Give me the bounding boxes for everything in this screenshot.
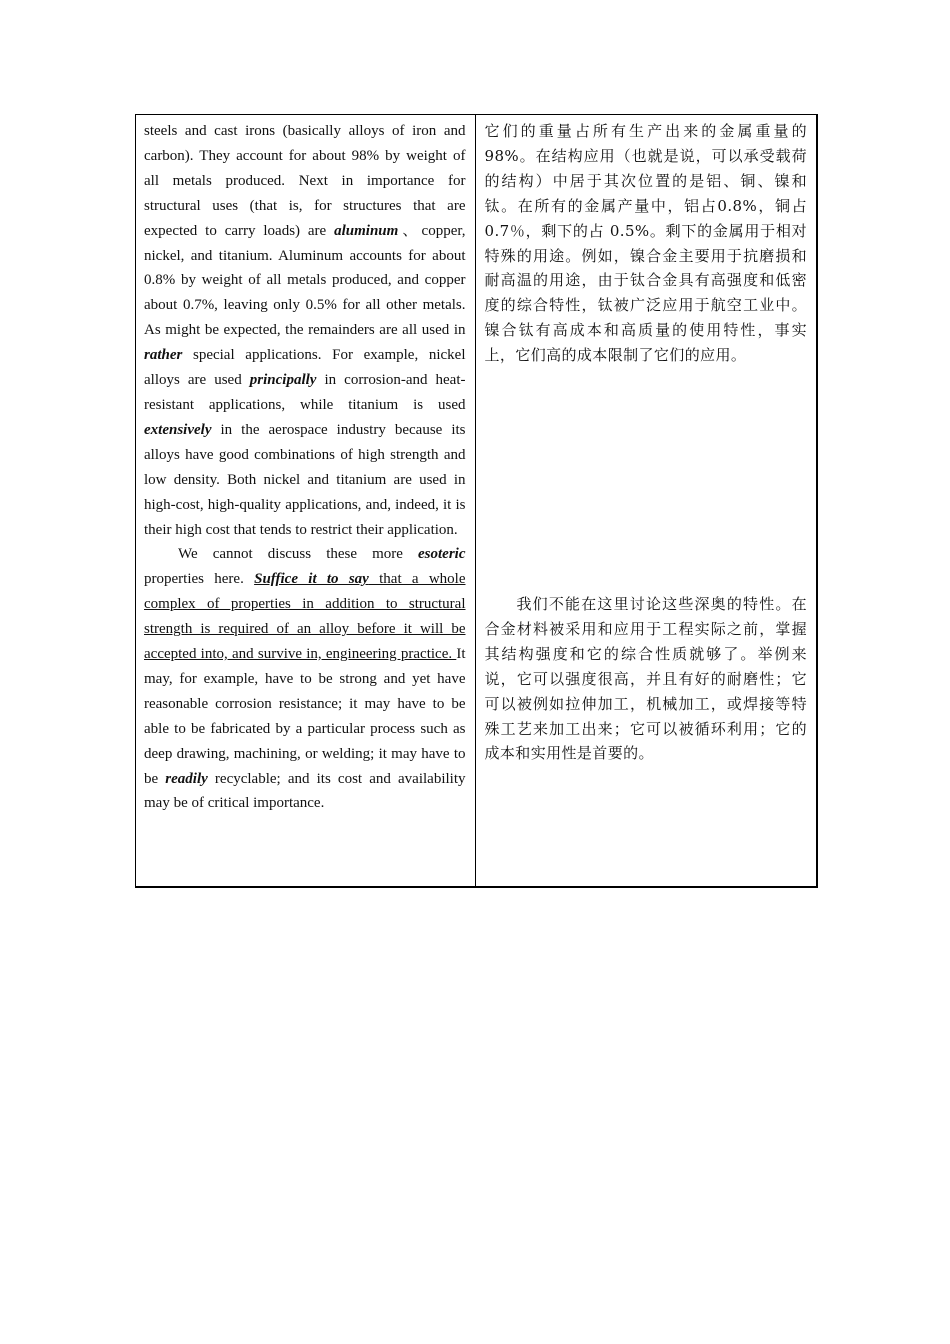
text-run: recyclable; and its cost and availability may be of critical importance. bbox=[144, 770, 466, 812]
text-run: that a whole complex of properties in addition to structural strength is required of an alloy before it will be accepted into, and survive in, engineering practice. bbox=[144, 571, 466, 663]
emphasized-term: readily bbox=[165, 770, 208, 787]
emphasized-term: aluminum bbox=[334, 222, 399, 239]
emphasized-term: extensively bbox=[144, 421, 212, 438]
text-run: in the aerospace industry because its alloys have good combinations of high strength and low density. Both nickel and titanium are used in high-cost, high-quality applications, and, indeed, it is their high cost that tends to restrict their application. bbox=[144, 421, 466, 538]
english-paragraph-2 bbox=[144, 542, 466, 816]
english-paragraph-1 bbox=[144, 119, 466, 542]
text-run: 、copper, nickel, and titanium. Aluminum accounts for about 0.8% by weight of all metals produced, and copper about 0.7%, leaving only 0.5% for all other metals. As might be expected, the remainders are all used in bbox=[144, 222, 466, 339]
chinese-paragraph-2: 我们不能在这里讨论这些深奥的特性。在合金材料被采用和应用于工程实际之前，掌握其结构强度和它的综合性质就够了。举例来说，它可以强度很高，并且有好的耐磨性；它可以被例如拉伸加工，机械加工，或焊接等特殊工艺来加工出来；它可以被循环利用；它的成本和实用性是首要的。 bbox=[484, 595, 807, 763]
text-run: steels and cast irons (basically alloys of iron and carbon). They account for about 98% by weight of all metals produced. Next in importance for structural uses (that is, for structures that are expected to carry loads) are bbox=[144, 123, 466, 239]
text-run: properties here. bbox=[144, 571, 255, 588]
chinese-paragraph-1: 它们的重量占所有生产出来的金属重量的98%。在结构应用（也就是说，可以承受载荷的结构）中居于其次位置的是铝、铜、镍和钛。在所有的金属产量中，铝占0.8%，铜占 0.7％，剩下的占 0.5%。剩下的金属用于相对特殊的用途。例如，镍合金主要用于抗磨损和耐高温的用途，由于钛合金具有高强度和低密度的综合特性，钛被广泛应用于航空工业中。镍合钛有高成本和高质量的使用特性，事实上，它们高的成本限制了它们的应用。 bbox=[484, 122, 807, 365]
text-run: special applications. For example, nickel alloys are used bbox=[144, 347, 466, 389]
bilingual-text-table bbox=[135, 114, 818, 888]
emphasized-term: esoteric bbox=[418, 546, 466, 563]
text-run: It may, for example, have to be strong and yet have reasonable corrosion resistance; it may have to be able to be fabricated by a particular process such as deep drawing, machining, or welding; it may have to be bbox=[144, 646, 466, 787]
text-run: in corrosion-and heat-resistant applications, while titanium is used bbox=[144, 372, 466, 413]
emphasized-term: principally bbox=[249, 372, 317, 389]
emphasized-term: rather bbox=[144, 347, 183, 364]
text-run: We cannot discuss these more bbox=[178, 546, 419, 563]
english-column bbox=[136, 115, 476, 886]
chinese-column bbox=[476, 115, 817, 886]
emphasized-term: Suffice it to say bbox=[254, 571, 369, 588]
